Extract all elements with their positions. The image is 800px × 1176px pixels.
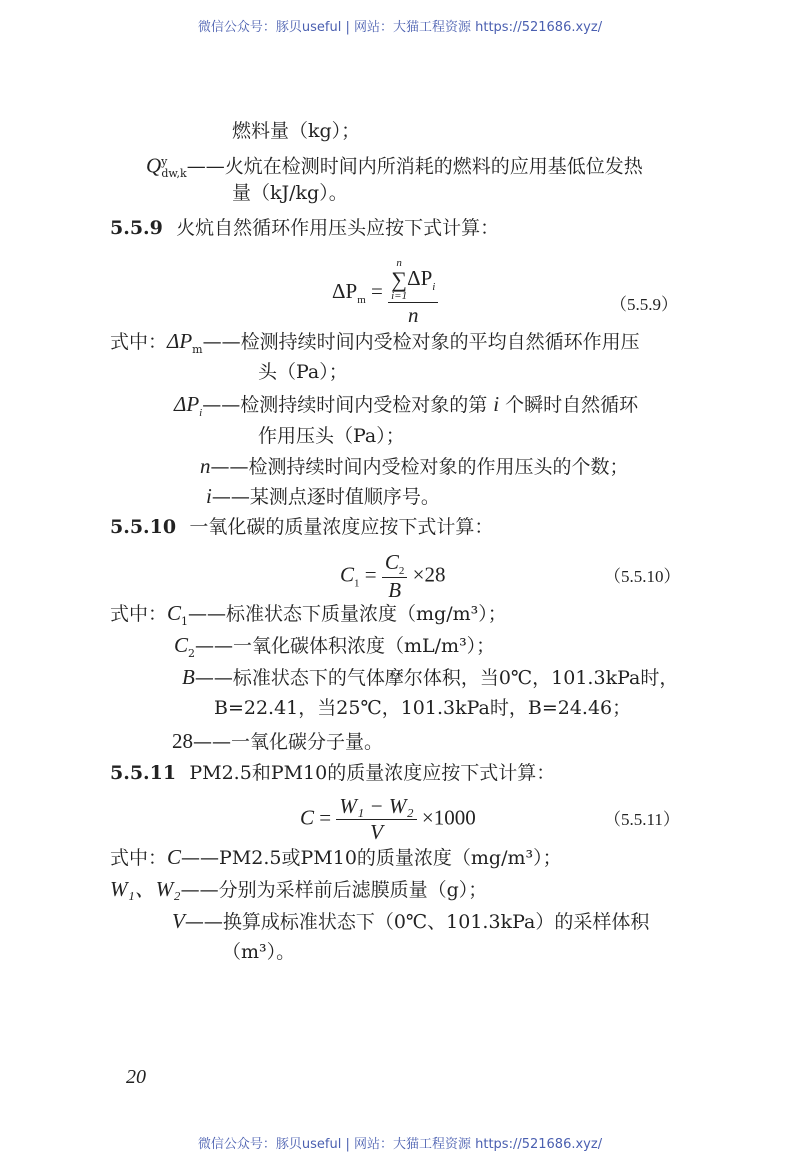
sub: 2 (398, 565, 405, 578)
variable-definition (200, 454, 629, 479)
text-line: B=22.41，当25℃，101.3kPa时，B=24.46； (214, 697, 632, 719)
eq-tail: ×1000 (421, 805, 476, 830)
prefix: 式中： (110, 331, 168, 353)
eq-tail: ×28 (412, 562, 446, 587)
definition-text: ——标准状态下的气体摩尔体积，当0℃，101.3kPa时， (194, 667, 679, 689)
sum-upper: n (396, 257, 402, 269)
symbol: ΔP (167, 329, 193, 353)
section-5-5-11 (110, 761, 555, 785)
symbol: B (182, 665, 195, 689)
section-text: PM2.5和PM10的质量浓度应按下式计算： (189, 762, 556, 784)
symbol: V (172, 909, 185, 933)
variable-definition (206, 484, 440, 509)
equation-number: （5.5.9） (610, 295, 678, 314)
variable-definition (110, 877, 487, 902)
sub: i (199, 406, 203, 419)
section-5-5-9 (110, 216, 499, 240)
variable-definition (110, 329, 640, 362)
section-number: 5.5.10 (110, 516, 177, 538)
definition-text: 个瞬时自然循环 (505, 394, 639, 416)
sub: m (192, 342, 203, 356)
denominator: n (407, 303, 419, 327)
symbol: i (206, 484, 212, 508)
definition-text: ——火炕在检测时间内所消耗的燃料的应用基低位发热 (186, 155, 643, 178)
fraction (382, 550, 408, 603)
variable-definition (174, 633, 495, 666)
definition-text: ——一氧化碳体积浓度（mL/m³）； (195, 635, 496, 657)
eq-lhs: C (300, 805, 315, 830)
num-symbol: C (384, 550, 399, 574)
fraction (388, 258, 438, 328)
denominator: B (388, 578, 402, 603)
definition-text: ——PM2.5或PM10的质量浓度（mg/m³）； (181, 847, 562, 869)
section-text: 火炕自然循环作用压头应按下式计算： (176, 217, 500, 239)
sum-lower: i=1 (391, 290, 408, 302)
eq-sign: = (371, 278, 383, 303)
numerator (388, 258, 438, 303)
page-number: 20 (126, 1066, 146, 1088)
definition-text: ——检测持续时间内受检对象的第 (202, 394, 488, 416)
definition-text: ——检测持续时间内受检对象的作用压头的个数； (210, 456, 629, 478)
symbol: C (174, 633, 189, 657)
symbol: Q (146, 153, 162, 178)
definition-text: ——分别为采样前后滤膜质量（g）； (180, 879, 488, 901)
variable-definition (172, 729, 383, 754)
symbol: ΔP (174, 392, 200, 416)
fraction (336, 794, 416, 845)
equation-number: （5.5.11） (604, 810, 680, 829)
symbol: C (167, 845, 182, 869)
sub: 1 (354, 577, 360, 590)
symbol: i (493, 392, 500, 416)
variable-definition (174, 392, 638, 425)
sub: dw,k (161, 167, 187, 181)
numerator (382, 550, 408, 578)
eq-lhs: C (340, 562, 355, 587)
eq-sign: = (364, 562, 377, 587)
symbol: C (167, 601, 182, 625)
text-line: 作用压头（Pa）； (258, 425, 405, 447)
prefix: 式中： (110, 603, 168, 625)
text-line: 量（kJ/kg）。 (232, 182, 348, 204)
definition-text: ——一氧化碳分子量。 (193, 731, 384, 753)
definition-text: ——检测持续时间内受检对象的平均自然循环作用压 (202, 331, 640, 353)
symbol: 28 (172, 729, 193, 753)
sub: m (357, 294, 366, 306)
definition-text: ——某测点逐时值顺序号。 (211, 486, 440, 508)
symbol: n (200, 454, 211, 478)
variable-definition (110, 601, 507, 634)
sup: y (161, 155, 168, 168)
symbol: W₁、W₂ (110, 877, 181, 901)
variable-definition (110, 845, 562, 870)
sub: 1 (181, 614, 189, 628)
definition-text: ——标准状态下质量浓度（mg/m³）； (188, 603, 507, 625)
text-line: 头（Pa）； (258, 361, 348, 383)
equation-number: （5.5.10） (604, 567, 681, 586)
term: ΔP (407, 265, 433, 290)
text-line: （m³）。 (222, 941, 296, 963)
variable-definition (146, 150, 643, 186)
watermark-footer: 微信公众号：豚贝useful | 网站：大猫工程资源 https://521686.xyz/ (197, 1137, 603, 1152)
text-line: 燃料量（kg）； (232, 120, 361, 142)
sum-sign: ∑ (391, 267, 407, 292)
section-number: 5.5.11 (110, 762, 177, 784)
watermark-header: 微信公众号：豚贝useful | 网站：大猫工程资源 https://521686.xyz/ (197, 20, 603, 35)
section-number: 5.5.9 (110, 217, 163, 239)
equation-5-5-9 (332, 258, 438, 328)
eq-sign: = (319, 805, 332, 830)
eq-lhs: ΔP (332, 278, 358, 303)
prefix: 式中： (110, 847, 168, 869)
section-text: 一氧化碳的质量浓度应按下式计算： (189, 516, 494, 538)
equation-5-5-10 (340, 550, 445, 603)
variable-definition (182, 665, 678, 690)
denominator: V (370, 820, 383, 844)
variable-definition (172, 909, 649, 934)
numerator: W₁ − W₂ (336, 794, 416, 820)
section-5-5-10 (110, 515, 493, 539)
sub: 2 (188, 646, 196, 660)
equation-5-5-11 (300, 794, 476, 845)
sub: i (432, 281, 436, 293)
definition-text: ——换算成标准状态下（0℃、101.3kPa）的采样体积 (184, 911, 650, 933)
